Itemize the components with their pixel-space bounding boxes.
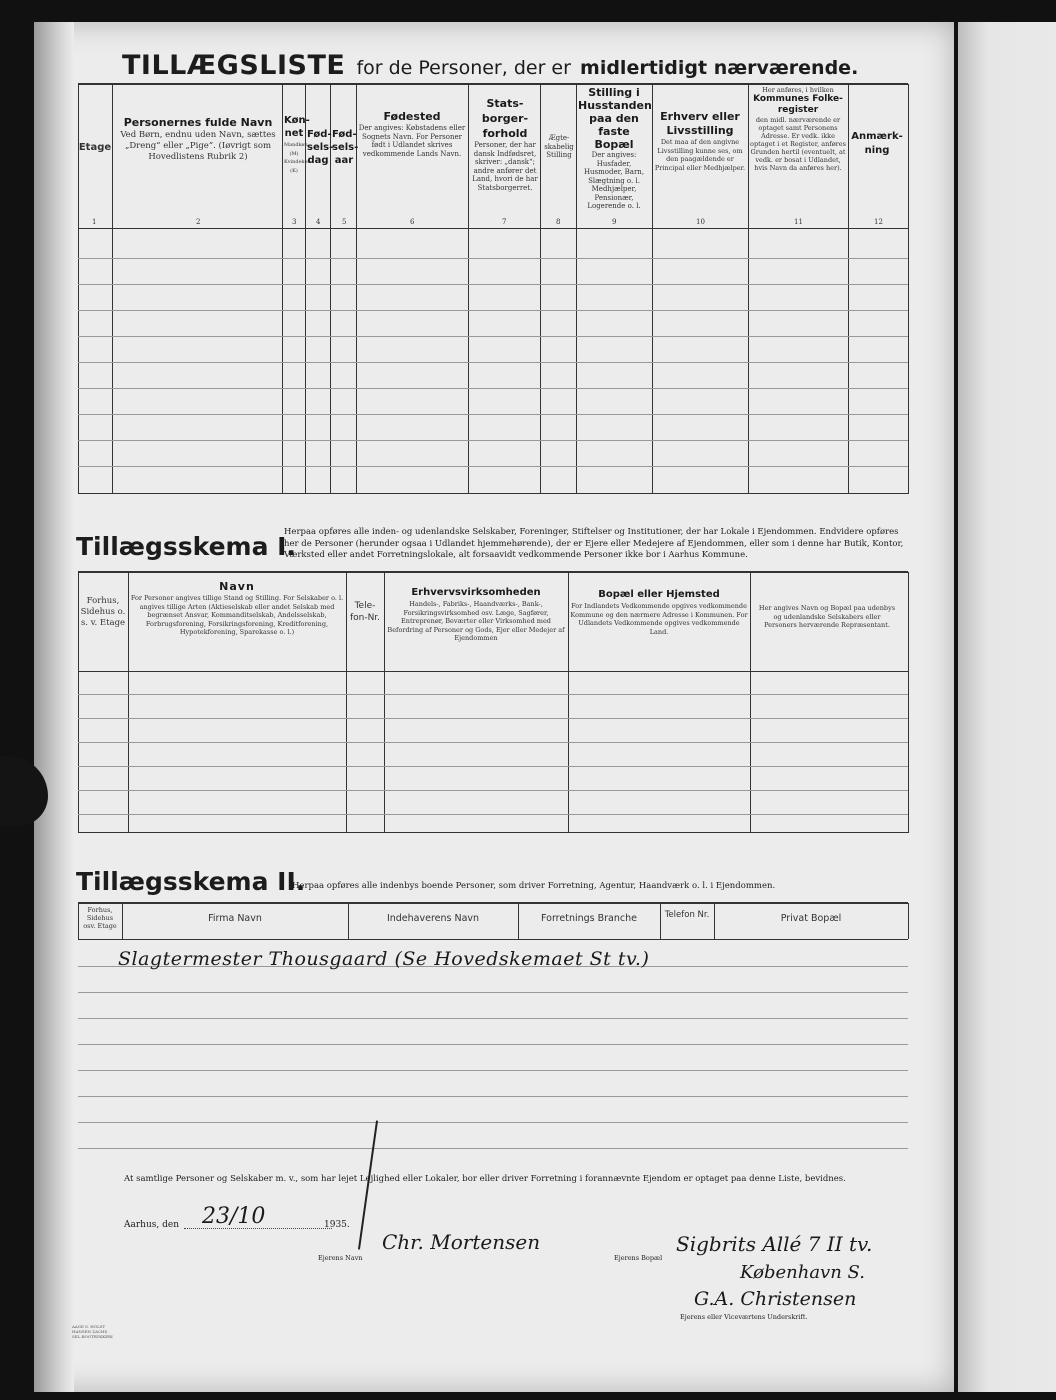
skema1-col-erhverv-title: Erhvervsvirksomheden	[411, 587, 541, 598]
skema1-col-line-1	[78, 572, 79, 833]
table1-col-line-11	[748, 84, 749, 494]
owner-address-label: Ejerens Bopæl	[614, 1254, 663, 1262]
table1-col-line-13	[908, 84, 909, 494]
owner-name-label: Ejerens Navn	[318, 1254, 363, 1262]
skema1-col-line-5	[568, 572, 569, 833]
col-num-1: 1	[92, 218, 97, 226]
col-num-3: 3	[292, 218, 297, 226]
table1-row-line-5	[78, 362, 908, 363]
skema2-description: Herpaa opføres alle indenbys boende Personer, som driver Forretning, Agentur, Haandværk o. l. i Ejendommen.	[292, 881, 776, 891]
skema1-top-border	[78, 571, 908, 573]
col-occupation-note: Det maa af den angivne Livsstilling kunne ses, om den paagældende er Principal eller Medhjælper.	[654, 138, 746, 172]
skema1-col-bopael-note: For Indlandets Vedkommende opgives vedkommende Kommune og den nærmere Adresse i Kommunen. For Udlandets Vedkommende opgives vedkommende Land.	[570, 602, 748, 636]
footer-year: 1935.	[324, 1220, 350, 1230]
table1-col-line-9	[576, 84, 577, 494]
skema1-row-line-3	[78, 742, 908, 743]
col-birthplace-header	[358, 110, 466, 158]
skema2-top-border	[78, 902, 908, 904]
skema2-col-line-6	[714, 903, 715, 939]
col-birthday-header	[307, 128, 334, 167]
skema1-col-line-3	[346, 572, 347, 833]
footer-place: Aarhus, den	[124, 1220, 179, 1230]
title-bold-2: midlertidigt nærværende.	[580, 57, 859, 79]
skema2-title: Tillægsskema II.	[76, 867, 306, 896]
col-occupation-header	[654, 110, 746, 172]
pen-stroke	[358, 1120, 378, 1249]
skema1-col-bopael-title: Bopæl eller Hjemsted	[598, 589, 720, 600]
col-birthyear-title: Fød-sels-aar	[332, 129, 359, 166]
printer-imprint: AAGE S. HOLST HANSEN ZACHS SEL.BOGTRYKKERI	[72, 1324, 113, 1339]
skema1-row-line-4	[78, 766, 908, 767]
table1-row-line-1	[78, 258, 908, 259]
skema1-col-repr: Her angives Navn og Bopæl paa udenbys og udenlandske Selskabers eller Personers herværende Repræsentant.	[758, 604, 896, 629]
skema1-row-line-2	[78, 718, 908, 719]
table1-bottom-border	[78, 493, 908, 494]
table1-col-line-8	[540, 84, 541, 494]
col-num-6: 6	[410, 218, 415, 226]
owner-name-hand: Chr. Mortensen	[382, 1230, 541, 1254]
col-birthyear-header	[332, 128, 359, 167]
col-num-7: 7	[502, 218, 507, 226]
skema2-col-line-4	[518, 903, 519, 939]
facing-page	[958, 22, 1056, 1392]
col-occupation-title: Erhverv eller Livsstilling	[660, 110, 740, 137]
col-remark-title: Anmærk-ning	[851, 131, 903, 156]
skema1-title: Tillægsskema I.	[76, 532, 296, 561]
col-name-title: Personernes fulde Navn	[123, 116, 273, 129]
col-num-4: 4	[316, 218, 321, 226]
skema2-col-line-2	[122, 903, 123, 939]
skema2-header-bottom	[78, 939, 908, 940]
table1-row-line-8	[78, 440, 908, 441]
skema1-bottom-border	[78, 832, 908, 833]
col-name-header	[114, 116, 282, 163]
skema2-col-line-3	[348, 903, 349, 939]
skema2-row-line-4	[78, 1044, 908, 1045]
col-household-header	[578, 86, 650, 211]
col-citizenship-header	[470, 96, 540, 192]
col-num-10: 10	[696, 218, 705, 226]
skema2-col-bopael: Privat Bopæl	[780, 913, 842, 924]
skema2-col-etage: Forhus, Sidehus osv. Etage	[83, 906, 117, 930]
col-marital-title: Ægte-skabelig Stilling	[544, 134, 574, 159]
col-citizenship-note: Personer, der har dansk Indfødsret, skriver: „dansk“; andre anfører det Land, hvori de har Statsborgerret.	[472, 141, 538, 192]
skema1-col-line-6	[750, 572, 751, 833]
skema1-col-bopael-header	[570, 588, 748, 636]
skema1-row-line-1	[78, 694, 908, 695]
table1-col-line-3	[282, 84, 283, 494]
page-title	[122, 50, 942, 81]
skema2-col-branche: Forretnings Branche	[541, 913, 637, 924]
skema1-row-line-5	[78, 790, 908, 791]
table1-header-bottom	[78, 228, 908, 229]
vicevaert-label: Ejerens eller Viceværtens Underskrift.	[680, 1313, 808, 1321]
table1-row-line-7	[78, 414, 908, 415]
col-birthday-title: Fød-sels-dag	[307, 129, 334, 166]
skema2-row-line-8	[78, 1148, 908, 1149]
title-bold: TILLÆGSLISTE	[122, 50, 346, 81]
skema2-row-line-5	[78, 1070, 908, 1071]
skema2-row-line-3	[78, 1018, 908, 1019]
skema2-row-line-6	[78, 1096, 908, 1097]
footer-declaration: At samtlige Personer og Selskaber m. v., som har lejet Lejlighed eller Lokaler, bor eller driver Forretning i forannævnte Ejendom er optaget paa denne Liste, bevidnes.	[124, 1174, 846, 1184]
skema1-description: Herpaa opføres alle inden- og udenlandske Selskaber, Foreninger, Stiftelser og Institutioner, der har Lokale i Ejendommen. Endvidere opføres her de Personer (herunder ogsaa i Udlandet hjemmehørende), der er Ejere eller Medejere af Ejendommen, eller som i denne har Butik, Kontor, Værksted eller andet Forretningslokale, alt forsaavidt vedkommende Personer ikke bor i Aarhus Kommune.	[284, 527, 904, 560]
col-register-note-top: Her anføres, i hvilken	[762, 86, 834, 94]
col-marital-header	[542, 134, 576, 160]
table1-col-line-2	[112, 84, 113, 494]
col-citizenship-title: Stats-borger-forhold	[481, 97, 529, 140]
skema2-row-line-2	[78, 992, 908, 993]
col-birthplace-note: Der angives: Købstadens eller Sognets Navn. For Personer født i Udlandet skrives vedkommende Lands Navn.	[358, 124, 466, 158]
table1-row-line-6	[78, 388, 908, 389]
skema1-col-navn-header	[130, 580, 344, 637]
skema2-col-line-7	[908, 903, 909, 939]
skema2-col-line-5	[660, 903, 661, 939]
skema1-col-line-2	[128, 572, 129, 833]
col-num-2: 2	[196, 218, 201, 226]
col-num-11: 11	[794, 218, 803, 226]
col-num-12: 12	[874, 218, 883, 226]
skema1-col-etage: Forhus, Sidehus o. s. v. Etage	[80, 596, 126, 628]
col-sex-note: Mandkøn (M) Kvindekøn (K)	[284, 142, 311, 174]
col-register-header	[750, 86, 846, 172]
skema2-row-line-7	[78, 1122, 908, 1123]
skema1-col-line-4	[384, 572, 385, 833]
col-num-8: 8	[556, 218, 561, 226]
skema2-col-telefon: Telefon Nr.	[664, 910, 710, 920]
skema2-col-indehaver: Indehaverens Navn	[386, 913, 480, 924]
skema1-col-erhverv-note: Handels-, Fabriks-, Haandværks-, Bank-, Forsikringsvirksomhed osv. Læge, Sagfører, Entreprenør, Beværter eller Virksomhed med Befordring af Personer og Gods, Ejer eller Medejer af Ejendommen	[387, 600, 565, 642]
col-household-title: Stilling i Husstanden paa den faste Bopæl	[578, 86, 652, 151]
title-rest: for de Personer, der er	[356, 57, 571, 79]
owner-address-hand-1: Sigbrits Allé 7 II tv.	[676, 1232, 873, 1256]
col-sex-title: Køn-net	[284, 115, 310, 139]
table1-row-line-3	[78, 310, 908, 311]
col-num-9: 9	[612, 218, 617, 226]
skema2-col-firma: Firma Navn	[208, 913, 262, 924]
col-sex-header	[284, 114, 311, 174]
skema1-col-telefon: Tele-fon-Nr.	[349, 601, 381, 623]
binding-spine	[34, 22, 74, 1392]
table1-row-line-9	[78, 466, 908, 467]
skema2-handwritten-entry: Slagtermester Thousgaard (Se Hovedskemaet St tv.)	[118, 948, 650, 970]
col-birthplace-title: Fødested	[383, 110, 441, 123]
col-name-note: Ved Børn, endnu uden Navn, sættes „Dreng“ eller „Pige“. (Iøvrigt som Hovedlistens Rubrik 2)	[120, 130, 276, 162]
vicevaert-signature-hand: G.A. Christensen	[694, 1288, 857, 1310]
table1-col-line-7	[468, 84, 469, 494]
skema2-col-line-1	[78, 903, 79, 939]
footer-date-hand: 23/10	[202, 1204, 266, 1229]
form-page	[34, 22, 954, 1392]
table1-row-line-4	[78, 336, 908, 337]
skema1-row-line-6	[78, 814, 908, 815]
col-register-title: Kommunes Folke-register	[753, 94, 843, 115]
col-etage-header: Etage	[78, 142, 112, 153]
skema1-col-navn-title: Navn	[219, 580, 255, 593]
col-remark-header	[848, 130, 906, 158]
skema1-col-erhverv-header	[386, 586, 566, 643]
table1-row-line-2	[78, 284, 908, 285]
col-num-5: 5	[342, 218, 347, 226]
owner-address-hand-2: København S.	[740, 1262, 865, 1283]
col-household-note: Der angives: Husfader, Husmoder, Barn, Slægtning o. l. Medhjælper, Pensionær, Logerende o. l.	[583, 151, 645, 210]
skema1-header-bottom	[78, 671, 908, 672]
table1-top-border	[78, 83, 908, 85]
skema1-col-navn-note: For Personer angives tillige Stand og Stilling. For Selskaber o. l. angives tillige Arten (Aktieselskab eller andet Selskab med begrænset Ansvar, Kommanditselskab, Andelsselskab, Forbrugsforening, Forsikringsforening, Kreditforening, Hypotekforening, Sparekasse o. l.)	[130, 594, 344, 636]
col-register-note: den midl. nærværende er optaget samt Personens Adresse. Er vedk. ikke optaget i et Register, anføres Grunden hertil (eventuelt, at vedk. er bosat i Udlandet, hvis Navn da anføres her).	[750, 116, 846, 172]
table1-col-line-10	[652, 84, 653, 494]
skema1-col-line-7	[908, 572, 909, 833]
